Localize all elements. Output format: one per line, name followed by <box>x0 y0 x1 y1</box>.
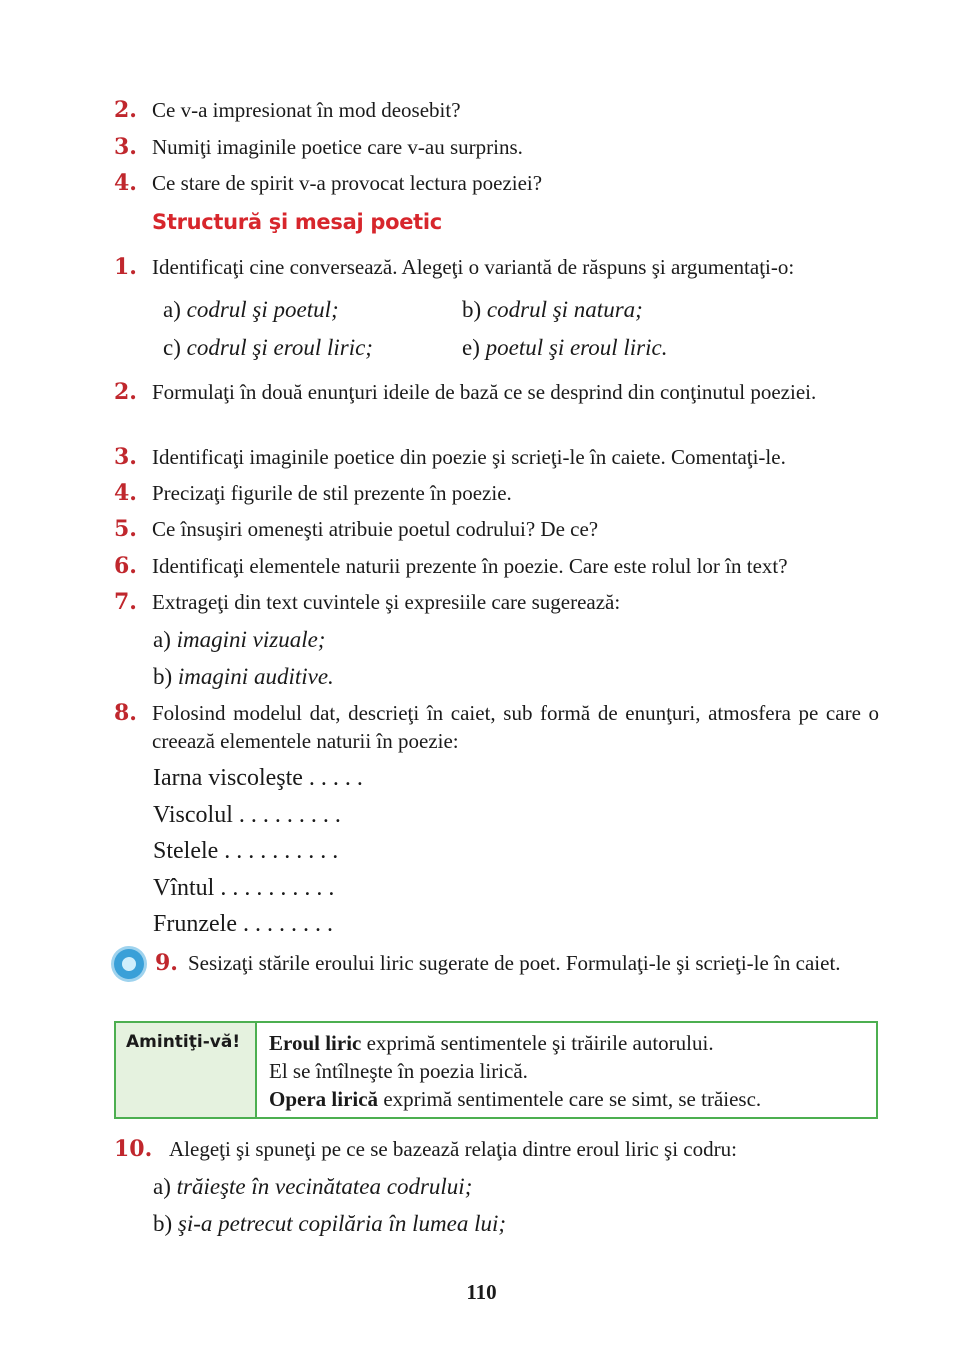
question-number: 2. <box>114 379 137 405</box>
remember-line-2: El se întîlneşte în poezia lirică. <box>269 1059 528 1083</box>
pair-work-icon <box>114 949 144 979</box>
option-text: şi-a petrecut copilăria în lumea lui; <box>177 1211 507 1236</box>
remember-label: Amintiţi-vă! <box>116 1023 257 1117</box>
question-text: Extrageţi din text cuvintele şi expresiile care sugerează: <box>152 590 621 614</box>
option-letter: a) <box>153 627 171 652</box>
remember-line-1 <box>269 1029 876 1057</box>
option-letter: e) <box>462 335 480 360</box>
question-text: Identificaţi elementele naturii prezente în poezie. Care este rolul lor în text? <box>152 554 788 578</box>
question-3b <box>114 443 879 471</box>
question-number: 9. <box>155 950 178 976</box>
q7-option-b <box>153 664 334 690</box>
model-line: Vîntul . . . . . . . . . . <box>153 875 335 901</box>
question-2b <box>114 378 879 406</box>
question-text: Precizaţi figurile de stil prezente în poezie. <box>152 481 512 505</box>
remember-box <box>114 1021 878 1119</box>
option-text: codrul şi natura; <box>486 297 643 322</box>
question-text: Ce v-a impresionat în mod deosebit? <box>152 98 461 122</box>
question-9 <box>155 949 879 977</box>
question-7 <box>114 588 879 616</box>
question-text: Numiţi imaginile poetice care v-au surprins. <box>152 135 523 159</box>
option-letter: c) <box>163 335 181 360</box>
question-text: Folosind modelul dat, descrieţi în caiet, sub formă de enunţuri, atmosfera pe care o creează elementele naturii în poezie: <box>152 701 879 753</box>
option-text: codrul şi eroul liric; <box>186 335 373 360</box>
option-text: imagini auditive. <box>177 664 334 689</box>
remember-body <box>257 1023 876 1117</box>
question-4 <box>114 169 879 197</box>
option-b <box>462 297 643 323</box>
question-number: 3. <box>114 444 137 470</box>
option-letter: b) <box>153 1211 173 1236</box>
definition-text: exprimă sentimentele şi trăirile autorului. <box>361 1031 714 1055</box>
option-letter: a) <box>153 1174 171 1199</box>
question-number: 6. <box>114 553 137 579</box>
question-number: 3. <box>114 134 137 160</box>
term-lyric-hero: Eroul liric <box>269 1031 362 1055</box>
option-c <box>163 335 373 361</box>
page-number: 110 <box>466 1280 497 1304</box>
question-4b <box>114 479 879 507</box>
model-line: Iarna viscoleşte . . . . . <box>153 765 363 791</box>
question-2 <box>114 96 879 124</box>
q10-option-a <box>153 1174 472 1200</box>
option-text: poetul şi eroul liric. <box>485 335 668 360</box>
question-number: 4. <box>114 170 137 196</box>
option-letter: a) <box>163 297 181 322</box>
question-text: Sesizaţi stările eroului liric sugerate de poet. Formulaţi-le şi scrieţi-le în caiet. <box>188 951 841 975</box>
question-number: 8. <box>114 700 137 726</box>
question-3 <box>114 133 879 161</box>
option-e <box>462 335 667 361</box>
section-title: Structură şi mesaj poetic <box>152 210 442 234</box>
option-text: trăieşte în vecinătatea codrului; <box>176 1174 473 1199</box>
model-line: Viscolul . . . . . . . . . <box>153 802 341 828</box>
model-line: Frunzele . . . . . . . . <box>153 911 333 937</box>
option-letter: b) <box>462 297 482 322</box>
model-line: Stelele . . . . . . . . . . <box>153 838 339 864</box>
question-number: 7. <box>114 589 137 615</box>
question-text: Alegeţi şi spuneţi pe ce se bazează relaţia dintre eroul liric şi codru: <box>169 1137 737 1161</box>
question-5 <box>114 515 879 543</box>
definition-text: exprimă sentimentele care se simt, se trăiesc. <box>378 1087 762 1111</box>
question-text: Ce stare de spirit v-a provocat lectura poeziei? <box>152 171 543 195</box>
question-number: 2. <box>114 97 137 123</box>
question-text: Ce însuşiri omeneşti atribuie poetul codrului? De ce? <box>152 517 599 541</box>
question-number: 5. <box>114 516 137 542</box>
option-a <box>163 297 339 323</box>
term-lyric-work: Opera lirică <box>269 1087 379 1111</box>
question-10 <box>114 1135 879 1163</box>
question-number: 4. <box>114 480 137 506</box>
question-8 <box>114 699 879 755</box>
option-letter: b) <box>153 664 173 689</box>
question-text: Identificaţi imaginile poetice din poezie şi scrieţi-le în caiete. Comentaţi-le. <box>152 445 786 469</box>
option-text: imagini vizuale; <box>176 627 326 652</box>
question-text: Formulaţi în două enunţuri ideile de bază ce se desprind din conţinutul poeziei. <box>152 380 817 404</box>
question-number: 10. <box>114 1136 153 1162</box>
remember-line-3 <box>269 1085 876 1113</box>
question-1 <box>114 253 879 281</box>
q10-option-b <box>153 1211 506 1237</box>
option-text: codrul şi poetul; <box>186 297 339 322</box>
question-number: 1. <box>114 254 137 280</box>
q7-option-a <box>153 627 325 653</box>
question-6 <box>114 552 879 580</box>
question-text: Identificaţi cine conversează. Alegeţi o variantă de răspuns şi argumentaţi-o: <box>152 255 795 279</box>
